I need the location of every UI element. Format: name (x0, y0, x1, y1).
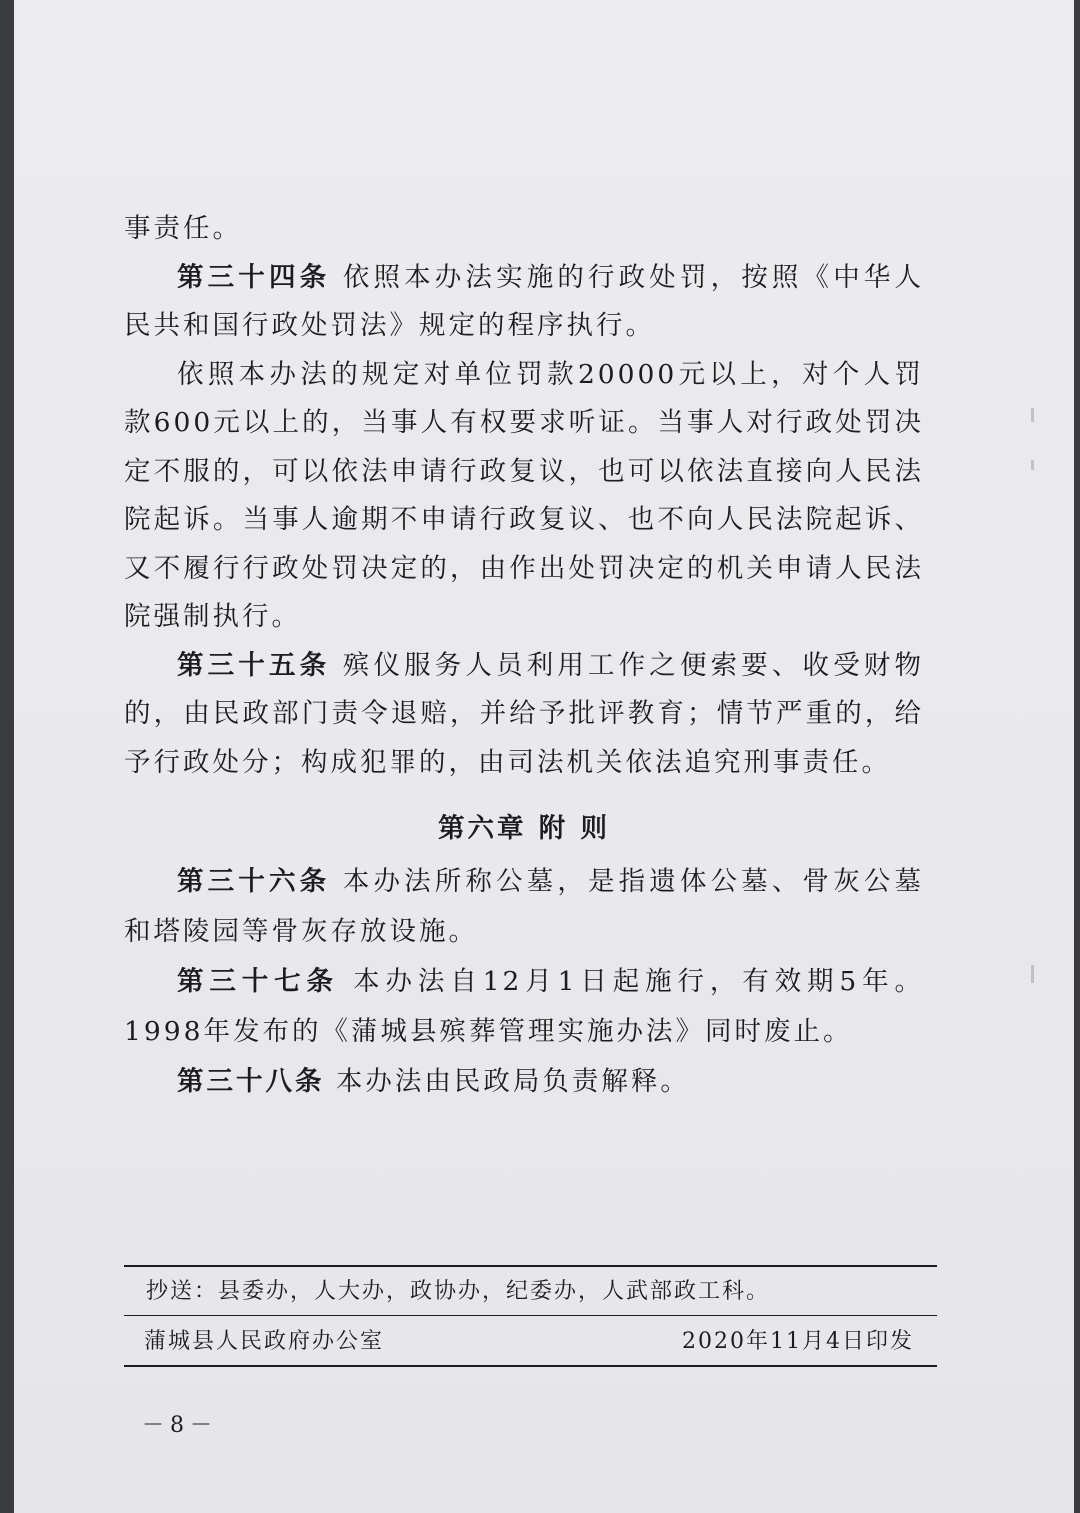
issuing-office: 蒲城县人民政府办公室 (144, 1329, 385, 1354)
article-34-number: 第三十四条 (177, 261, 331, 293)
article-34 (124, 254, 924, 351)
article-36-text: 本办法所称公墓，是指遗体公墓、骨灰公墓和塔陵园等骨灰存放设施。 (124, 866, 924, 947)
cc-recipients: 抄送：县委办，人大办，政协办，纪委办，人武部政工科。 (146, 1279, 771, 1304)
article-37-number: 第三十七条 (177, 966, 339, 997)
body-section-2 (124, 857, 924, 1107)
article-37 (124, 957, 924, 1057)
article-36-number: 第三十六条 (177, 866, 331, 897)
bleed-through-mark (1031, 460, 1034, 470)
article-35 (124, 642, 924, 788)
paragraph-continuation: 事责任。 (124, 213, 242, 244)
bleed-through-mark (1031, 408, 1034, 422)
article-38-text: 本办法由民政局负责解释。 (324, 1066, 690, 1097)
footer-rule-bottom (124, 1365, 937, 1367)
page-number: －8－ (142, 1413, 218, 1438)
article-34-text: 依照本办法实施的行政处罚，按照《中华人民共和国行政处罚法》规定的程序执行。 (124, 261, 924, 341)
article-34-paragraph-2: 依照本办法的规定对单位罚款20000元以上，对个人罚款600元以上的，当事人有权要求听证。当事人对行政处罚决定不服的，可以依法申请行政复议，也可以依法直接向人民法院起诉。当事人逾期不申请行政复议、也不向人民法院起诉、又不履行行政处罚决定的，由作出处罚决定的机关申请人民法院强制执行。 (124, 358, 924, 632)
article-35-number: 第三十五条 (177, 649, 331, 681)
chapter-title: 第六章 附 则 (438, 813, 610, 844)
article-38 (124, 1057, 924, 1107)
article-38-number: 第三十八条 (177, 1066, 325, 1097)
body-section-1 (124, 205, 924, 787)
article-36 (124, 857, 924, 957)
article-37-text: 本办法自12月1日起施行，有效期5年。1998年发布的《蒲城县殡葬管理实施办法》同时废止。 (124, 966, 924, 1047)
footer-rule-middle (124, 1315, 937, 1316)
issue-date: 2020年11月4日印发 (682, 1329, 914, 1354)
document-page (14, 0, 1074, 1513)
article-35-text: 殡仪服务人员利用工作之便索要、收受财物的，由民政部门责令退赔，并给予批评教育；情节严重的，给予行政处分；构成犯罪的，由司法机关依法追究刑事责任。 (124, 649, 924, 778)
footer-rule-top (124, 1265, 937, 1267)
bleed-through-mark (1031, 965, 1034, 983)
